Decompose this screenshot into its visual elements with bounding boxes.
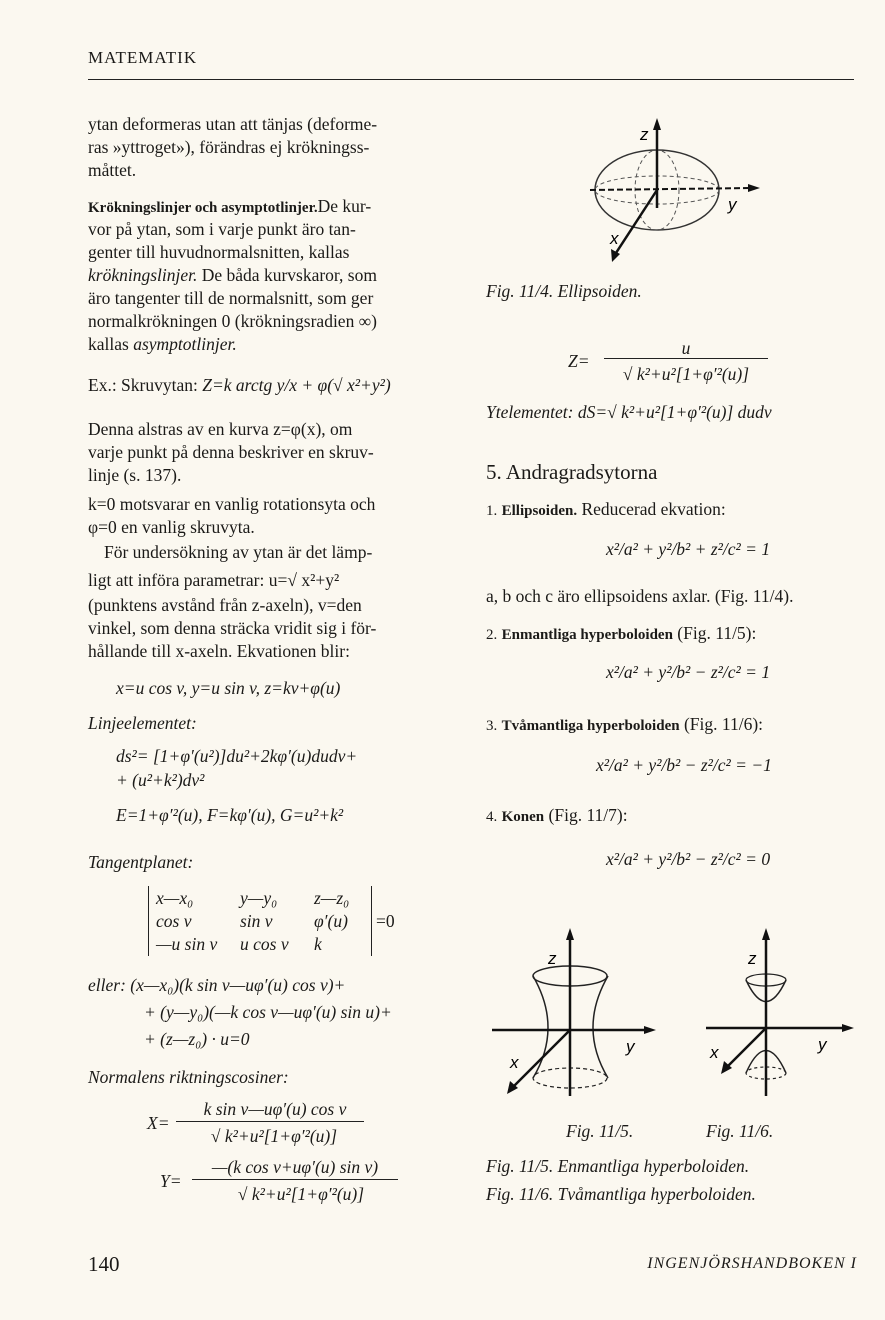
x-label: x <box>610 229 619 248</box>
eller-line-1: eller: (x—x₀)(k sin v—uφ′(u) cos v)+ <box>88 975 346 995</box>
p1-line-3: genter till huvudnormalsnitten, kallas <box>88 242 350 262</box>
section-5-heading: 5. Andragradsytorna <box>486 460 658 484</box>
y-label: y <box>728 195 737 214</box>
det-r3c3: k <box>314 934 322 954</box>
Y-numerator: —(k cos v+uφ′(u) sin v) <box>211 1157 379 1177</box>
label-normalens: Normalens riktningscosiner: <box>88 1067 289 1087</box>
det-r2c3: φ′(u) <box>314 911 348 931</box>
y-arrow-5 <box>644 1026 656 1034</box>
det-r2c1: cos v <box>156 911 192 931</box>
caption-fig6: Fig. 11/6. Tvåmantliga hyperboloiden. <box>486 1184 756 1204</box>
item2-num: 2. <box>486 627 498 643</box>
z-arrow-5 <box>566 928 574 940</box>
det-r3c2: u cos v <box>240 934 289 954</box>
y-arrow-6 <box>842 1024 854 1032</box>
axes-text: a, b och c äro ellipsoidens axlar. (Fig. 11/4). <box>486 586 794 606</box>
ex-formula: Z=k arctg y/x + φ(√ x²+y²) <box>202 375 391 395</box>
Z-symbol: Z= <box>568 351 590 371</box>
p1-line-6: normalkrökningen 0 (krökningsradien ∞) <box>88 311 378 331</box>
z-arrow <box>653 118 661 130</box>
p2-line-2: varje punkt på denna beskriver en skruv- <box>88 442 374 462</box>
p1-l4-rest: De båda kurvskaror, som <box>197 265 377 285</box>
ytelementet: Ytelementet: dS=√ k²+u²[1+φ′²(u)] dudv <box>486 402 772 422</box>
z-label-6: z <box>748 949 757 968</box>
z-label-5: z <box>548 949 557 968</box>
eq-efg: E=1+φ′²(u), F=kφ′(u), G=u²+k² <box>116 805 344 825</box>
det-r3c1: —u sin v <box>156 934 218 954</box>
book-title: INGENJÖRSHANDBOKEN I <box>647 1255 857 1272</box>
X-numerator: k sin v—uφ′(u) cos v <box>203 1099 347 1119</box>
item3-head: Tvåmantliga hyperboloiden <box>501 718 680 734</box>
eq-parametric: x=u cos v, y=u sin v, z=kv+φ(u) <box>116 678 341 698</box>
p1-l1: De kur- <box>317 196 372 216</box>
item-4 <box>486 804 628 829</box>
item-2 <box>486 622 756 647</box>
item4-text: (Fig. 11/7): <box>548 805 628 825</box>
y-label-6: y <box>818 1035 827 1054</box>
y-arrow <box>748 184 760 192</box>
fig-hyperboloid-two-sheets <box>704 928 864 1098</box>
intro-line-1: ytan deformeras utan att tänjas (deforme- <box>88 114 378 134</box>
intro-line-3: måttet. <box>88 160 137 180</box>
hyperboloid-left-profile <box>533 976 548 1078</box>
ex-label: Ex.: Skruvytan: <box>88 375 198 395</box>
det-equals: =0 <box>376 911 395 931</box>
p1-line-7 <box>88 333 237 356</box>
p4-line-1: För undersökning av ytan är det lämp- <box>104 542 373 562</box>
ellipsoid-figure <box>582 118 762 268</box>
fig5-label: Fig. 11/5. <box>566 1121 634 1141</box>
z-arrow-6 <box>762 928 770 940</box>
label-tangentplanet: Tangentplanet: <box>88 852 194 872</box>
x-label-6: x <box>710 1043 719 1062</box>
eller-line-2: + (y—y₀)(—k cos v—uφ′(u) sin u)+ <box>144 1002 392 1022</box>
item3-text: (Fig. 11/6): <box>683 714 764 734</box>
p4-line-4: vinkel, som denna sträcka vridit sig i för- <box>88 618 377 638</box>
Y-denominator: √ k²+u²[1+φ′²(u)] <box>237 1184 365 1204</box>
intro-line-2: ras »yttroget»), förändras ej krökningss- <box>88 137 370 157</box>
p4-line-2: ligt att införa parametrar: u=√ x²+y² <box>88 570 340 590</box>
p4-line-3: (punktens avstånd från z-axeln), v=den <box>88 595 362 615</box>
Y-fraction-bar <box>192 1179 398 1180</box>
det-r2c2: sin v <box>240 911 273 931</box>
p1-line-2: vor på ytan, som i varje punkt äro tan- <box>88 219 356 239</box>
p3-line-1: k=0 motsvarar en vanlig rotationsyta och <box>88 494 376 514</box>
item4-head: Konen <box>501 809 545 825</box>
p3-line-2: φ=0 en vanlig skruvyta. <box>88 517 255 537</box>
X-symbol: X= <box>147 1113 170 1133</box>
y-axis <box>590 188 752 190</box>
item1-num: 1. <box>486 503 498 519</box>
eq-cone: x²/a² + y²/b² − z²/c² = 0 <box>606 849 771 869</box>
eller-line-3: + (z—z₀) · u=0 <box>144 1029 250 1049</box>
header-rule <box>88 79 854 80</box>
Z-denominator: √ k²+u²[1+φ′²(u)] <box>622 364 750 384</box>
p1-l7: kallas <box>88 334 134 354</box>
item2-text: (Fig. 11/5): <box>677 623 757 643</box>
p2-line-1: Denna alstras av en kurva z=φ(x), om <box>88 419 353 439</box>
x-axis-6 <box>726 1028 766 1068</box>
eq-ellipsoid: x²/a² + y²/b² + z²/c² = 1 <box>606 539 771 559</box>
running-title: MATEMATIK <box>88 48 198 67</box>
section-heading: Krökningslinjer och asymptotlinjer. <box>88 200 318 216</box>
eq-ds-line-2: + (u²+k²)dv² <box>116 770 205 790</box>
X-denominator: √ k²+u²[1+φ′²(u)] <box>210 1126 338 1146</box>
caption-ellipsoid: Fig. 11/4. Ellipsoiden. <box>486 281 642 301</box>
det-r1c2: y—y₀ <box>240 888 278 908</box>
p2-line-3: linje (s. 137). <box>88 465 182 485</box>
item-3 <box>486 713 763 738</box>
paragraph-krokningslinjer <box>88 195 460 220</box>
item2-head: Enmantliga hyperboloiden <box>501 627 673 643</box>
label-linjeelementet: Linjeelementet: <box>88 713 197 733</box>
Z-fraction-bar <box>604 358 768 359</box>
item1-head: Ellipsoiden. <box>501 503 578 519</box>
term-krokningslinjer: krökningslinjer. <box>88 265 198 285</box>
p4-line-5: hållande till x-axeln. Ekvationen blir: <box>88 641 350 661</box>
p1-line-4 <box>88 264 377 287</box>
p1-line-5: äro tangenter till de normalsnitt, som ger <box>88 288 374 308</box>
det-r1c3: z—z₀ <box>314 888 350 908</box>
eq-hyperboloid-one: x²/a² + y²/b² − z²/c² = 1 <box>606 662 771 682</box>
Z-numerator: u <box>681 338 691 358</box>
X-fraction-bar <box>176 1121 364 1122</box>
y-label-5: y <box>626 1037 635 1056</box>
page-number: 140 <box>88 1252 120 1276</box>
item-1 <box>486 498 726 523</box>
fig-hyperboloid-one-sheet <box>488 928 658 1098</box>
z-label: z <box>640 125 649 144</box>
term-asymptotlinjer: asymptotlinjer. <box>133 334 237 354</box>
x-label-5: x <box>510 1053 519 1072</box>
hyperboloid-right-profile <box>593 976 608 1078</box>
caption-fig5: Fig. 11/5. Enmantliga hyperboloiden. <box>486 1156 750 1176</box>
eq-hyperboloid-two: x²/a² + y²/b² − z²/c² = −1 <box>596 755 772 775</box>
item1-text: Reducerad ekvation: <box>581 499 726 519</box>
det-r1c1: x—x₀ <box>156 888 194 908</box>
item3-num: 3. <box>486 718 498 734</box>
x-axis-5 <box>512 1030 570 1088</box>
fig6-label: Fig. 11/6. <box>706 1121 774 1141</box>
Y-symbol: Y= <box>160 1171 182 1191</box>
item4-num: 4. <box>486 809 498 825</box>
eq-ds-line-1: ds²= [1+φ′(u²)]du²+2kφ′(u)dudv+ <box>116 746 358 766</box>
example-skruvytan <box>88 374 391 397</box>
